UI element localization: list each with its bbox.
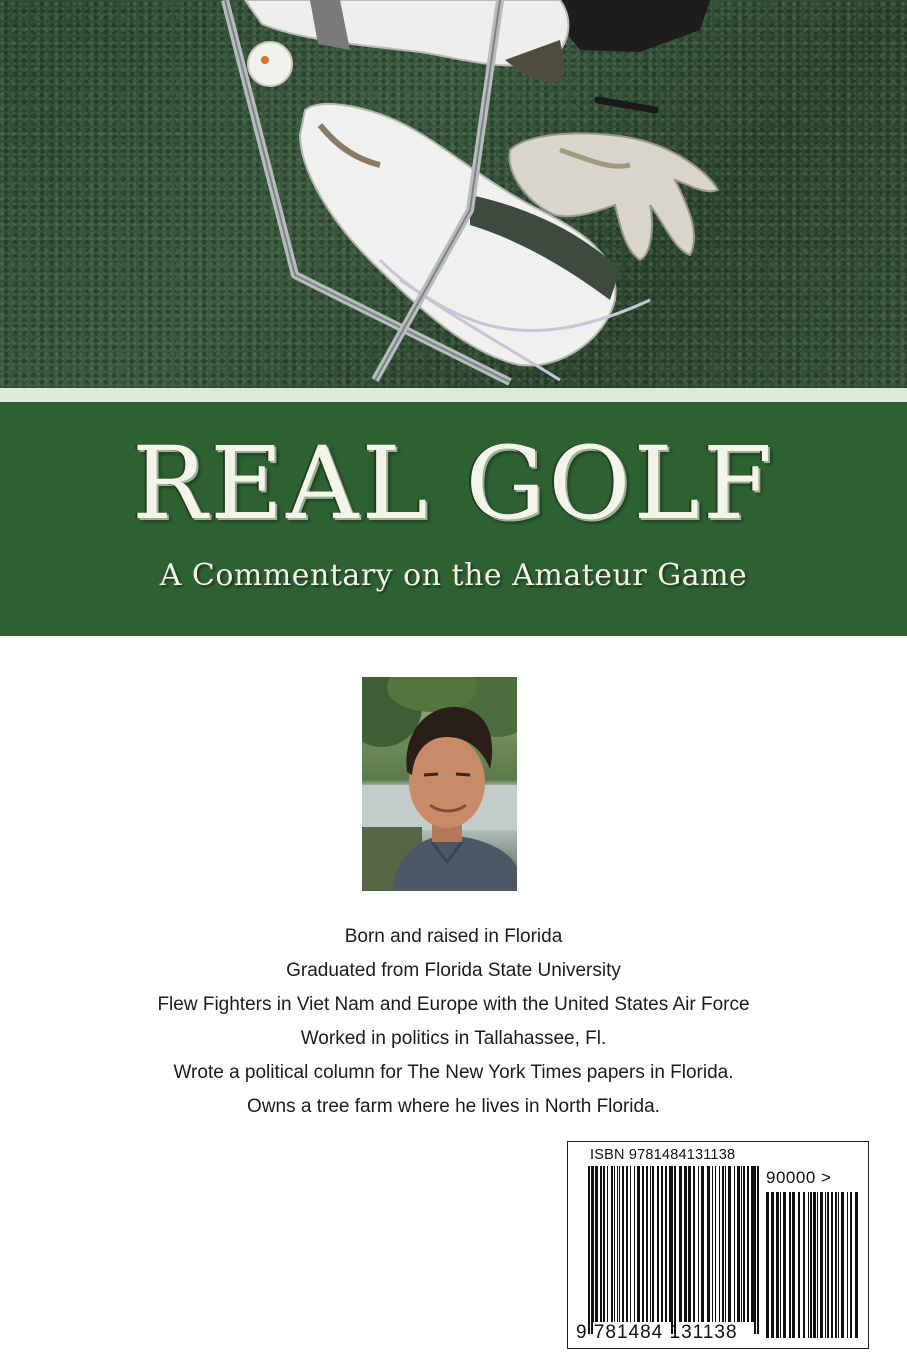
barcode-bar: [789, 1192, 791, 1338]
barcode-bar: [712, 1166, 713, 1322]
barcode-bar: [652, 1166, 654, 1322]
title-band: [0, 402, 907, 636]
barcode-bar: [831, 1192, 833, 1338]
barcode-bar: [693, 1166, 695, 1322]
barcode-bar: [657, 1166, 659, 1322]
barcode-bar: [771, 1192, 774, 1338]
barcode-bar: [798, 1192, 800, 1338]
barcode-bar: [679, 1166, 682, 1322]
isbn-label: ISBN 9781484131138: [590, 1147, 736, 1163]
barcode-bar: [665, 1166, 667, 1322]
barcode-bar: [741, 1166, 742, 1322]
barcode-guard-bar: [757, 1166, 759, 1334]
bio-line: Worked in politics in Tallahassee, Fl.: [300, 1028, 607, 1049]
book-title: REAL GOLF: [131, 425, 776, 542]
barcode-bar: [747, 1166, 749, 1322]
bio-line: Flew Fighters in Viet Nam and Europe with the United States Air Force: [157, 994, 750, 1015]
barcode-bar: [684, 1166, 687, 1322]
barcode-bar: [595, 1166, 598, 1322]
barcode-bar: [813, 1192, 816, 1338]
barcode-bar: [825, 1192, 826, 1338]
barcode-bar: [780, 1192, 781, 1338]
barcode-bar: [619, 1166, 620, 1322]
barcode-bar: [646, 1166, 648, 1322]
barcode-bar: [719, 1166, 720, 1322]
author-bio: [0, 922, 907, 1126]
barcode-bar: [827, 1192, 829, 1338]
barcode-bar: [838, 1192, 839, 1338]
barcode-bar: [792, 1192, 795, 1338]
barcode-bar: [715, 1166, 716, 1322]
barcode-bar: [835, 1192, 837, 1338]
bio-line: Owns a tree farm where he lives in North Florida.: [247, 1096, 660, 1117]
barcode-bar: [847, 1192, 848, 1338]
bio-line: Born and raised in Florida: [344, 926, 563, 947]
barcode-bar: [707, 1166, 710, 1322]
barcode-bar: [688, 1166, 691, 1322]
bio-line: Wrote a political column for The New York Times papers in Florida.: [173, 1062, 734, 1083]
barcode-bar: [669, 1166, 671, 1322]
barcode-bar: [607, 1166, 608, 1322]
barcode-bar: [622, 1166, 624, 1322]
light-divider-band: [0, 388, 907, 402]
barcode-guard-bar: [754, 1166, 756, 1334]
barcode-bar: [650, 1166, 651, 1322]
author-photo: [362, 677, 517, 891]
golf-gear-illustration: [0, 0, 907, 388]
barcode-bar: [751, 1166, 754, 1322]
barcode-bar: [808, 1192, 809, 1338]
author-portrait-illustration: [362, 677, 517, 891]
barcode-bar: [766, 1192, 769, 1338]
barcode-bar: [743, 1166, 745, 1322]
cover-photo-golf-gear: [0, 0, 907, 388]
barcode-bar: [855, 1192, 858, 1338]
barcode-bar: [614, 1166, 615, 1322]
bio-line: Graduated from Florida State University: [286, 960, 621, 981]
barcode-bar: [630, 1166, 631, 1322]
barcode-bar: [634, 1166, 635, 1322]
barcode-bar: [776, 1192, 779, 1338]
barcode-bar: [728, 1166, 731, 1322]
barcode-bar: [600, 1166, 602, 1322]
barcode-bar: [803, 1192, 805, 1338]
barcode-bar: [725, 1166, 726, 1322]
barcode-guard-bar: [674, 1166, 676, 1334]
barcode-bar: [820, 1192, 823, 1338]
barcode-bar: [698, 1166, 699, 1322]
barcode-bar: [817, 1192, 818, 1338]
barcode-bar: [617, 1166, 618, 1322]
barcode-bar: [701, 1166, 704, 1322]
barcode-bar: [661, 1166, 663, 1322]
barcode-guard-bar: [671, 1166, 673, 1334]
barcode-bar: [642, 1166, 644, 1322]
barcode-bar: [603, 1166, 605, 1322]
barcode-bar: [637, 1166, 640, 1322]
isbn-digits: 9 781484 131138: [576, 1322, 738, 1343]
barcode-guard-bar: [588, 1166, 590, 1334]
barcode-bar: [626, 1166, 628, 1322]
book-subtitle: A Commentary on the Amateur Game: [159, 558, 748, 593]
isbn-barcode: [567, 1141, 869, 1349]
price-code: 90000 >: [766, 1168, 832, 1187]
barcode-guard-bar: [591, 1166, 593, 1334]
barcode-bar: [737, 1166, 740, 1322]
barcode-bar: [783, 1192, 786, 1338]
barcode-bars: [568, 1142, 870, 1350]
barcode-bar: [841, 1192, 844, 1338]
barcode-bar: [810, 1192, 812, 1338]
barcode-bar: [722, 1166, 724, 1322]
barcode-bar: [611, 1166, 613, 1322]
barcode-bar: [850, 1192, 852, 1338]
barcode-bar: [734, 1166, 735, 1322]
